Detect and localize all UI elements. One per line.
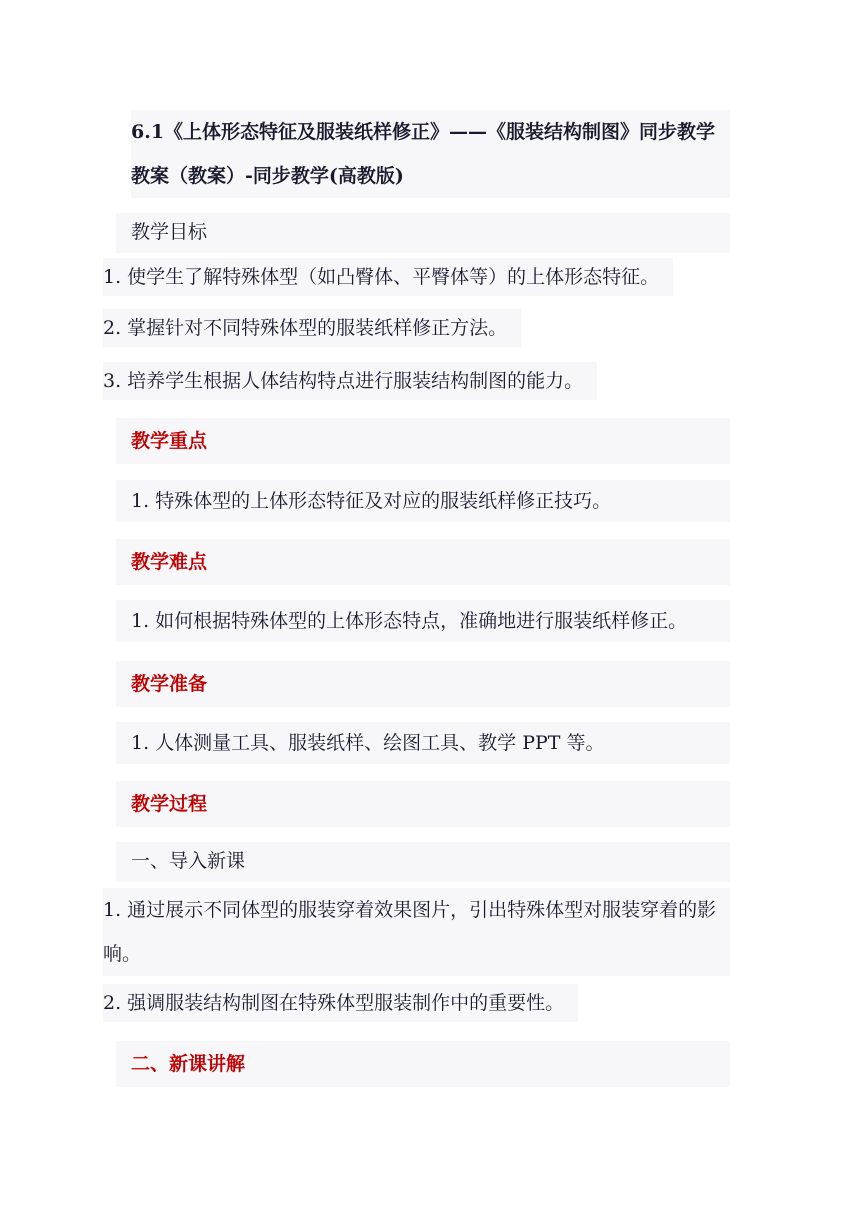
objective-item-2: 2. 掌握针对不同特殊体型的服装纸样修正方法。 — [103, 309, 521, 347]
objective-item-1: 1. 使学生了解特殊体型（如凸臀体、平臀体等）的上体形态特征。 — [103, 258, 673, 296]
key-points-heading: 教学重点 — [116, 418, 730, 464]
objectives-heading: 教学目标 — [116, 213, 730, 253]
process-section1-item-1: 1. 通过展示不同体型的服装穿着效果图片，引出特殊体型对服装穿着的影响。 — [103, 888, 730, 976]
difficulties-heading: 教学难点 — [116, 539, 730, 585]
process-section1-item-2: 2. 强调服装结构制图在特殊体型服装制作中的重要性。 — [103, 984, 578, 1022]
process-section1-heading: 一、导入新课 — [116, 842, 730, 882]
difficulty-item-1: 1. 如何根据特殊体型的上体形态特点，准确地进行服装纸样修正。 — [116, 600, 730, 642]
key-point-item-1: 1. 特殊体型的上体形态特征及对应的服装纸样修正技巧。 — [116, 480, 730, 522]
process-heading: 教学过程 — [116, 781, 730, 827]
objective-item-3: 3. 培养学生根据人体结构特点进行服装结构制图的能力。 — [103, 362, 597, 400]
preparation-heading: 教学准备 — [116, 661, 730, 707]
document-title: 6.1《上体形态特征及服装纸样修正》——《服装结构制图》同步教学教案（教案）-同步教学(高教版) — [131, 110, 730, 198]
preparation-item-1: 1. 人体测量工具、服装纸样、绘图工具、教学 PPT 等。 — [116, 722, 730, 764]
process-section2-heading: 二、新课讲解 — [116, 1041, 730, 1087]
